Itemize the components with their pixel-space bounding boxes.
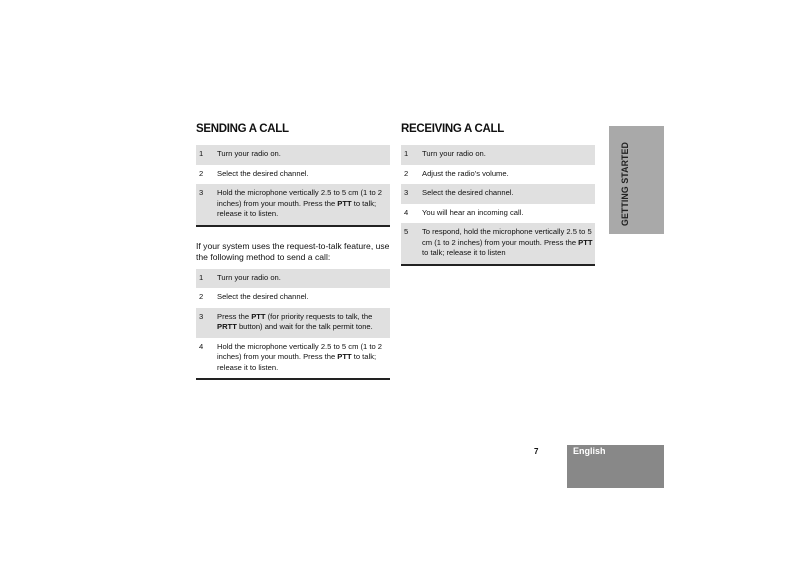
- step-number: 1: [196, 269, 215, 289]
- step-number: 5: [401, 223, 420, 265]
- receiving-call-heading: RECEIVING A CALL: [401, 123, 504, 135]
- step-text: Turn your radio on.: [215, 145, 390, 165]
- sending-call-section: [196, 123, 390, 380]
- step-number: 2: [404, 168, 409, 178]
- ptt-key-label: PTT: [337, 198, 352, 208]
- ptt-key-label: PTT: [251, 311, 266, 321]
- step-number: 3: [196, 308, 215, 338]
- receiving-call-section: [401, 123, 595, 266]
- step-number: 2: [199, 292, 204, 301]
- table-row: [196, 145, 390, 165]
- step-text: [420, 223, 595, 265]
- step-number: 2: [199, 168, 204, 178]
- step-number: 1: [401, 145, 420, 165]
- step-text-part: to talk; release it to listen: [422, 248, 506, 257]
- sending-steps-table: [196, 145, 390, 227]
- section-side-tab: [609, 126, 664, 234]
- step-text: Select the desired channel.: [217, 168, 309, 178]
- table-row: [196, 288, 390, 308]
- step-text: Turn your radio on.: [215, 269, 390, 289]
- step-text-part: Hold the microphone vertically 2.5 to 5 cm (1 to 2 inches) from your mouth. Press the: [217, 188, 383, 208]
- step-text: Select the desired channel.: [420, 184, 595, 204]
- table-row: [196, 338, 390, 380]
- table-row: [401, 165, 595, 185]
- step-number: 4: [196, 338, 215, 380]
- step-text: [215, 338, 390, 380]
- step-text: You will hear an incoming call.: [422, 207, 524, 217]
- table-row: [401, 204, 595, 224]
- language-tab-label: English: [573, 446, 606, 456]
- step-number: 1: [196, 145, 215, 165]
- step-text-part: Press the: [217, 311, 252, 321]
- page-number: 7: [534, 447, 539, 456]
- step-text-part: to talk; release it to listen.: [217, 198, 377, 218]
- table-row: [196, 184, 390, 226]
- step-number: 3: [401, 184, 420, 204]
- step-text-part: (for priority requests to talk, the: [265, 311, 373, 321]
- step-text-part: button) and wait for the talk permit tone.: [236, 322, 373, 331]
- receiving-steps-table: [401, 145, 595, 266]
- step-text: Adjust the radio's volume.: [422, 168, 509, 178]
- ptt-key-label: PTT: [337, 352, 352, 361]
- rtt-steps-table: [196, 269, 390, 381]
- prtt-key-label: PRTT: [217, 322, 237, 331]
- request-to-talk-intro: If your system uses the request-to-talk feature, use the following method to send a call:: [196, 240, 390, 262]
- ptt-key-label: PTT: [578, 237, 593, 247]
- side-tab-label: GETTING STARTED: [620, 142, 630, 226]
- table-row: [196, 165, 390, 185]
- step-text: Turn your radio on.: [420, 145, 595, 165]
- table-row: [401, 223, 595, 265]
- step-number: 3: [196, 184, 215, 226]
- step-text-part: to talk; release it to listen.: [217, 352, 377, 372]
- table-row: [196, 308, 390, 338]
- table-row: [401, 184, 595, 204]
- step-text-part: To respond, hold the microphone vertically 2.5 to 5 cm (1 to 2 inches) from your mouth. Press the: [422, 227, 592, 247]
- sending-call-heading: SENDING A CALL: [196, 123, 289, 135]
- table-row: [401, 145, 595, 165]
- language-tab: [567, 445, 664, 488]
- step-text: [215, 308, 390, 338]
- step-text: Select the desired channel.: [217, 292, 309, 301]
- step-number: 4: [404, 207, 409, 217]
- table-row: [196, 269, 390, 289]
- step-text: [215, 184, 390, 226]
- step-text-part: Hold the microphone vertically 2.5 to 5 cm (1 to 2 inches) from your mouth. Press the: [217, 341, 383, 361]
